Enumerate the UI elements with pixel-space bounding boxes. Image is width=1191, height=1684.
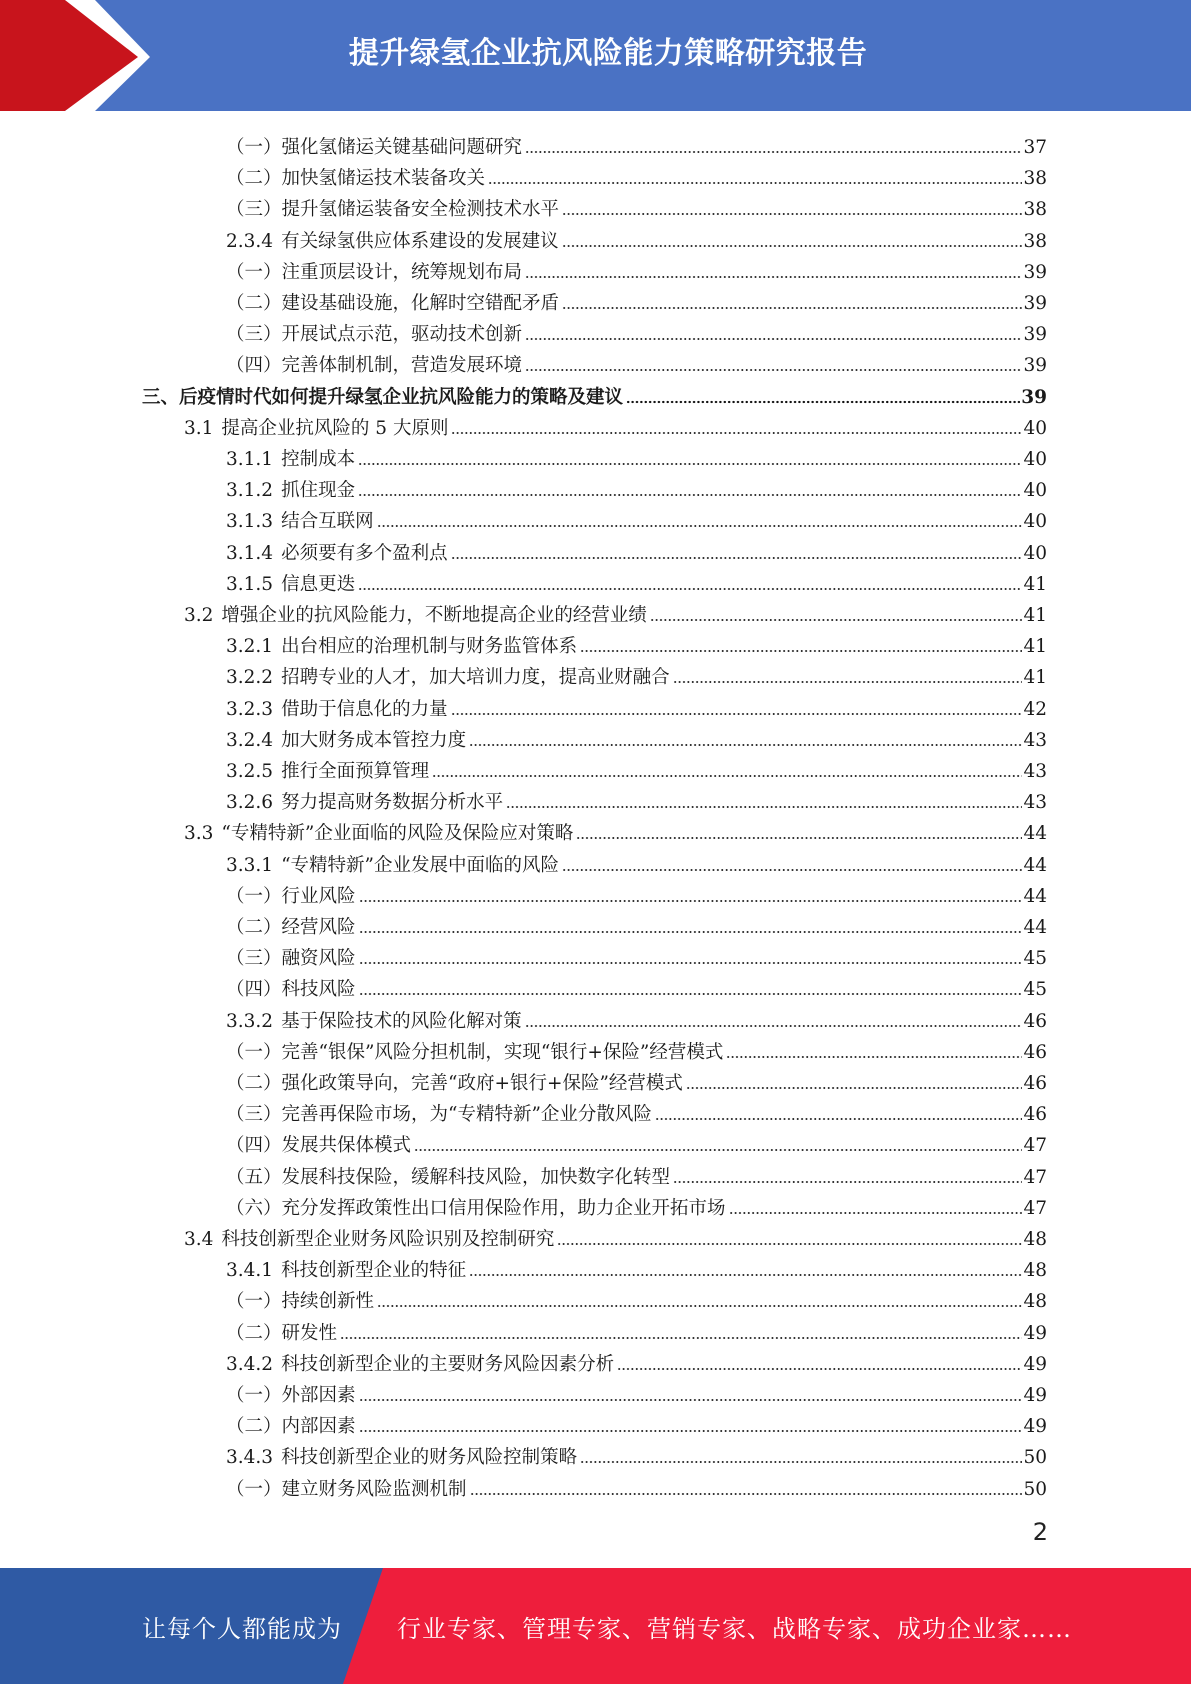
toc-entry-number: 3.3.1: [226, 854, 274, 876]
toc-entry[interactable]: [142, 378, 1047, 409]
toc-entry-title: “专精特新”企业面临的风险及保险应对策略: [221, 823, 574, 845]
toc-entry-number: 3.1.4: [226, 542, 274, 564]
toc-entry[interactable]: [226, 1438, 1047, 1469]
toc-entry-title: （二）研发性: [226, 1322, 338, 1344]
toc-dot-leader: [562, 305, 1022, 311]
toc-entry-title: 科技创新型企业财务风险识别及控制研究: [221, 1229, 555, 1250]
toc-entry-page: 41: [1023, 605, 1047, 626]
toc-entry-title: 科技创新型企业的财务风险控制策略: [281, 1447, 578, 1469]
toc-entry-number: 3.4: [184, 1229, 214, 1250]
toc-entry-page: 48: [1023, 1229, 1047, 1250]
toc-entry-title: （一）注重顶层设计，统筹规划布局: [226, 261, 523, 283]
toc-entry-page: 43: [1023, 761, 1047, 782]
toc-entry-number: 3.1.5: [226, 573, 274, 595]
toc-entry[interactable]: [226, 222, 1047, 253]
toc-dot-leader: [451, 430, 1022, 436]
toc-dot-leader: [506, 804, 1022, 810]
toc-entry-page: 40: [1023, 542, 1047, 564]
toc-entry-page: 39: [1023, 293, 1047, 314]
toc-entry-number: 3.1: [184, 417, 214, 439]
toc-entry-number: 3.4.3: [226, 1447, 274, 1469]
toc-entry-page: 48: [1023, 1291, 1047, 1313]
toc-dot-leader: [469, 1272, 1022, 1278]
toc-entry[interactable]: [226, 783, 1047, 814]
toc-entry-title: （二）经营风险: [226, 917, 356, 938]
toc-entry-page: 49: [1023, 1385, 1047, 1406]
toc-entry-page: 41: [1023, 573, 1047, 595]
toc-entry[interactable]: [184, 814, 1047, 845]
toc-entry-page: 43: [1023, 729, 1047, 751]
toc-entry-page: 37: [1023, 137, 1047, 158]
toc-dot-leader: [562, 243, 1023, 249]
toc-entry-page: 40: [1023, 449, 1047, 470]
toc-entry[interactable]: [226, 658, 1047, 689]
toc-entry-title: （二）建设基础设施，化解时空错配矛盾: [226, 293, 560, 314]
toc-entry[interactable]: [184, 596, 1047, 627]
toc-entry-page: 49: [1023, 1353, 1047, 1375]
toc-entry[interactable]: [226, 1470, 1047, 1501]
toc-dot-leader: [729, 1210, 1023, 1216]
toc-entry-page: 47: [1023, 1166, 1047, 1188]
toc-dot-leader: [488, 180, 1022, 186]
toc-entry-number: 3.2.4: [226, 729, 274, 751]
toc-entry-title: 信息更迭: [281, 573, 356, 595]
toc-entry-page: 46: [1023, 1041, 1047, 1063]
toc-dot-leader: [359, 1428, 1023, 1434]
toc-dot-leader: [451, 555, 1023, 561]
toc-entry-page: 45: [1023, 979, 1047, 1001]
toc-entry[interactable]: [226, 1345, 1047, 1376]
toc-dot-leader: [580, 1459, 1022, 1465]
toc-entry[interactable]: [226, 1407, 1047, 1438]
toc-entry-page: 46: [1023, 1073, 1047, 1094]
toc-entry[interactable]: [184, 1220, 1047, 1251]
toc-dot-leader: [451, 711, 1023, 717]
toc-entry[interactable]: [226, 565, 1047, 596]
toc-entry-page: 40: [1023, 511, 1047, 533]
toc-entry[interactable]: [226, 627, 1047, 658]
toc-entry[interactable]: [226, 1095, 1047, 1126]
toc-entry-page: 40: [1023, 417, 1047, 439]
toc-entry-page: 38: [1023, 168, 1047, 190]
toc-entry[interactable]: [226, 1158, 1047, 1189]
toc-entry-number: 3.4.2: [226, 1353, 274, 1375]
report-title: 提升绿氢企业抗风险能力策略研究报告: [348, 36, 868, 71]
toc-entry-page: 49: [1023, 1322, 1047, 1344]
toc-entry-title: 提高企业抗风险的 5 大原则: [221, 417, 449, 439]
toc-entry-page: 39: [1023, 324, 1047, 346]
toc-dot-leader: [358, 492, 1022, 498]
toc-entry-title: 招聘专业的人才，加大培训力度，提高业财融合: [281, 667, 670, 689]
toc-dot-leader: [358, 586, 1022, 592]
toc-entry-title: （一）行业风险: [226, 885, 356, 907]
toc-dot-leader: [673, 679, 1023, 685]
toc-entry[interactable]: [226, 534, 1047, 565]
toc-entry-title: 增强企业的抗风险能力，不断地提高企业的经营业绩: [221, 605, 647, 626]
toc-dot-leader: [525, 1023, 1023, 1029]
toc-entry-page: 46: [1023, 1104, 1047, 1126]
toc-entry-number: 3.2.3: [226, 698, 274, 720]
page-number: 2: [1032, 1518, 1048, 1546]
toc-entry-page: 39: [1023, 355, 1047, 377]
toc-entry-number: 3.2: [184, 605, 214, 626]
toc-entry-title: 有关绿氢供应体系建设的发展建议: [281, 230, 559, 252]
toc-entry[interactable]: [226, 190, 1047, 221]
toc-entry-title: 三、后疫情时代如何提升绿氢企业抗风险能力的策略及建议: [142, 386, 624, 408]
toc-entry-number: 3.1.3: [226, 511, 274, 533]
toc-dot-leader: [562, 867, 1022, 873]
toc-entry-page: 41: [1023, 667, 1047, 689]
toc-entry-page: 39: [1023, 261, 1047, 283]
toc-entry-number: 2.3.4: [226, 230, 274, 252]
toc-entry[interactable]: [226, 471, 1047, 502]
toc-dot-leader: [655, 1116, 1023, 1122]
toc-dot-leader: [557, 1241, 1022, 1247]
toc-entry-page: 44: [1023, 854, 1047, 876]
toc-entry-number: 3.3: [184, 823, 214, 845]
toc-entry-title: 出台相应的治理机制与财务监管体系: [281, 636, 578, 658]
toc-entry-title: （六）充分发挥政策性出口信用保险作用，助力企业开拓市场: [226, 1197, 726, 1219]
toc-entry-title: （四）完善体制机制，营造发展环境: [226, 355, 523, 377]
toc-entry-title: 科技创新型企业的特征: [281, 1260, 467, 1282]
toc-entry-title: （二）内部因素: [226, 1416, 356, 1438]
toc-entry-page: 40: [1023, 480, 1047, 502]
toc-entry-title: 必须要有多个盈利点: [281, 542, 448, 564]
toc-entry-number: 3.4.1: [226, 1260, 274, 1282]
toc-entry-title: （二）强化政策导向，完善“政府+银行+保险”经营模式: [226, 1073, 683, 1094]
toc-dot-leader: [340, 1335, 1022, 1341]
toc-entry-title: 基于保险技术的风险化解对策: [281, 1010, 522, 1032]
toc-entry-page: 44: [1023, 917, 1047, 938]
toc-dot-leader: [359, 929, 1023, 935]
toc-entry[interactable]: [226, 1126, 1047, 1157]
toc-dot-leader: [358, 461, 1022, 467]
toc-entry-title: （一）完善“银保”风险分担机制，实现“银行+保险”经营模式: [226, 1041, 724, 1063]
toc-dot-leader: [469, 742, 1022, 748]
toc-dot-leader: [626, 399, 1020, 405]
toc-entry-title: 推行全面预算管理: [281, 761, 430, 782]
toc-entry[interactable]: [226, 1033, 1047, 1064]
toc-entry-title: 控制成本: [281, 449, 356, 470]
toc-dot-leader: [432, 773, 1022, 779]
toc-entry-page: 43: [1023, 792, 1047, 814]
toc-entry-title: （一）强化氢储运关键基础问题研究: [226, 137, 523, 158]
toc-entry-title: （三）完善再保险市场，为“专精特新”企业分散风险: [226, 1104, 652, 1126]
toc-entry-number: 3.2.2: [226, 667, 274, 689]
toc-entry[interactable]: [226, 690, 1047, 721]
toc-entry-page: 50: [1023, 1447, 1047, 1469]
toc-entry-page: 47: [1023, 1135, 1047, 1157]
toc-entry-page: 38: [1023, 199, 1047, 221]
toc-entry[interactable]: [184, 409, 1047, 440]
toc-entry[interactable]: [226, 315, 1047, 346]
toc-dot-leader: [377, 523, 1023, 529]
toc-entry-title: （四）科技风险: [226, 979, 356, 1001]
toc-entry-title: 结合互联网: [281, 511, 374, 533]
toc-entry-title: 加大财务成本管控力度: [281, 729, 467, 751]
toc-entry-page: 44: [1023, 885, 1047, 907]
toc-dot-leader: [525, 274, 1022, 280]
toc-entry[interactable]: [226, 846, 1047, 877]
toc-entry[interactable]: [226, 970, 1047, 1001]
toc-entry-title: 科技创新型企业的主要财务风险因素分析: [281, 1353, 615, 1375]
footer-slogan-right: 行业专家、管理专家、营销专家、战略专家、成功企业家……: [397, 1614, 1072, 1643]
toc-entry[interactable]: [226, 1251, 1047, 1282]
toc-entry[interactable]: [226, 128, 1047, 159]
toc-dot-leader: [525, 149, 1022, 155]
toc-entry-title: （五）发展科技保险，缓解科技风险，加快数字化转型: [226, 1166, 671, 1188]
toc-entry-title: “专精特新”企业发展中面临的风险: [281, 854, 559, 876]
toc-entry[interactable]: [226, 1282, 1047, 1313]
toc-entry[interactable]: [226, 253, 1047, 284]
toc-entry-page: 48: [1023, 1260, 1047, 1282]
toc-entry[interactable]: [226, 877, 1047, 908]
toc-entry-page: 50: [1023, 1478, 1047, 1500]
toc-entry-title: （一）建立财务风险监测机制: [226, 1478, 467, 1500]
toc-dot-leader: [617, 1366, 1022, 1372]
toc-dot-leader: [673, 1179, 1022, 1185]
toc-entry[interactable]: [226, 752, 1047, 783]
toc-dot-leader: [580, 648, 1022, 654]
toc-entry-title: （三）开展试点示范，驱动技术创新: [226, 324, 523, 346]
toc-entry-number: 3.2.6: [226, 792, 274, 814]
toc-dot-leader: [686, 1085, 1023, 1091]
toc-entry[interactable]: [226, 346, 1047, 377]
toc-dot-leader: [525, 336, 1022, 342]
toc-entry[interactable]: [226, 159, 1047, 190]
toc-entry-number: 3.1.2: [226, 480, 274, 502]
toc-entry-title: （四）发展共保体模式: [226, 1135, 412, 1157]
toc-dot-leader: [470, 1491, 1023, 1497]
toc-dot-leader: [562, 211, 1022, 217]
toc-entry[interactable]: [226, 1314, 1047, 1345]
toc-entry[interactable]: [226, 1189, 1047, 1220]
toc-entry-page: 46: [1023, 1010, 1047, 1032]
toc-dot-leader: [359, 1397, 1023, 1403]
toc-dot-leader: [359, 960, 1023, 966]
toc-entry[interactable]: [226, 721, 1047, 752]
toc-entry-number: 3.2.1: [226, 636, 274, 658]
toc-entry-page: 39: [1021, 386, 1047, 408]
toc-dot-leader: [650, 617, 1023, 623]
toc-entry-title: （一）持续创新性: [226, 1291, 375, 1313]
toc-entry-page: 44: [1023, 823, 1047, 845]
toc-entry-page: 42: [1023, 698, 1047, 720]
toc-entry-page: 45: [1023, 948, 1047, 970]
toc-dot-leader: [377, 1303, 1022, 1309]
toc-entry[interactable]: [226, 1376, 1047, 1407]
footer-slogan-left: 让每个人都能成为: [142, 1614, 342, 1643]
toc-entry-number: 3.2.5: [226, 761, 274, 782]
toc-dot-leader: [576, 835, 1022, 841]
toc-entry[interactable]: [226, 440, 1047, 471]
toc-entry-page: 38: [1023, 230, 1047, 252]
toc-entry-number: 3.3.2: [226, 1010, 274, 1032]
toc-entry[interactable]: [226, 1002, 1047, 1033]
toc-entry-page: 47: [1023, 1197, 1047, 1219]
toc-entry-page: 41: [1023, 636, 1047, 658]
toc-entry[interactable]: [226, 939, 1047, 970]
toc-dot-leader: [359, 898, 1023, 904]
toc-entry-title: （一）外部因素: [226, 1385, 356, 1406]
page-footer: [0, 1568, 1191, 1684]
toc-dot-leader: [525, 367, 1022, 373]
toc-dot-leader: [726, 1054, 1022, 1060]
toc-entry-title: （三）提升氢储运装备安全检测技术水平: [226, 199, 560, 221]
toc-entry-page: 49: [1023, 1416, 1047, 1438]
toc-entry-title: （二）加快氢储运技术装备攻关: [226, 168, 486, 190]
toc-entry[interactable]: [226, 1064, 1047, 1095]
page-header: [0, 0, 1191, 111]
toc-dot-leader: [414, 1147, 1022, 1153]
toc-entry-number: 3.1.1: [226, 449, 274, 470]
toc-dot-leader: [359, 991, 1023, 997]
toc-entry-title: 借助于信息化的力量: [281, 698, 448, 720]
toc-entry[interactable]: [226, 502, 1047, 533]
toc-entry-title: （三）融资风险: [226, 948, 356, 970]
toc-entry[interactable]: [226, 284, 1047, 315]
toc-entry-title: 抓住现金: [281, 480, 356, 502]
toc-entry-title: 努力提高财务数据分析水平: [281, 792, 504, 814]
toc-entry[interactable]: [226, 908, 1047, 939]
